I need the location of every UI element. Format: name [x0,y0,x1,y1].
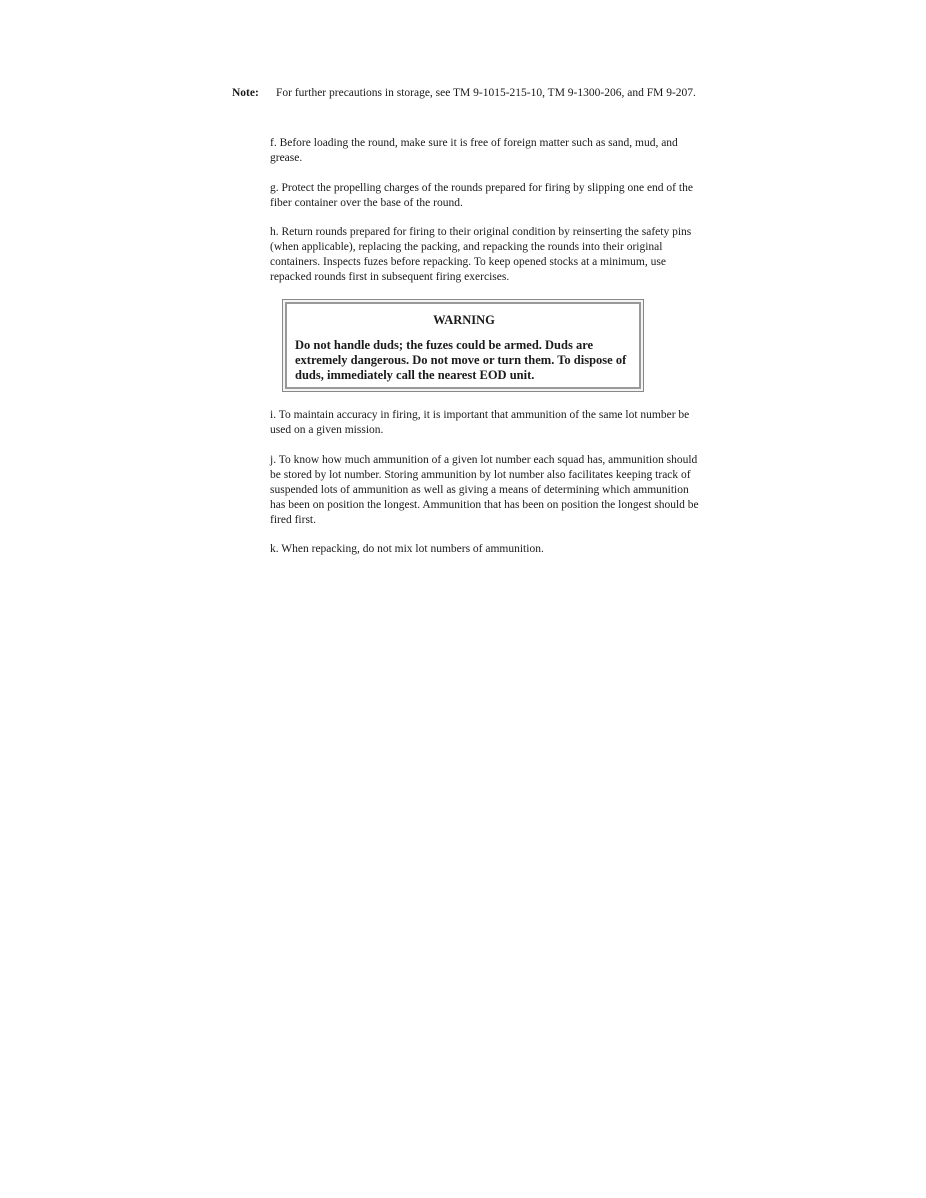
note-text: For further precautions in storage, see TM 9-1015-215-10, TM 9-1300-206, and FM 9-207. [276,87,696,99]
paragraph-f: f. Before loading the round, make sure it is free of foreign matter such as sand, mud, and grease. [270,137,678,164]
note-block [232,86,702,101]
warning-text: Do not handle duds; the fuzes could be armed. Duds are extremely dangerous. Do not move or turn them. To dispose of duds, immediately call the nearest EOD unit. [295,338,627,382]
paragraph-k: k. When repacking, do not mix lot numbers of ammunition. [270,543,544,555]
warning-inner [285,302,641,389]
paragraph-g: g. Protect the propelling charges of the rounds prepared for firing by slipping one end of the fiber container over the base of the round. [270,182,693,209]
warning-box [282,299,644,392]
paragraph-h: h. Return rounds prepared for firing to their original condition by reinserting the safety pins (when applicable), replacing the packing, and repacking the rounds into their original containers. Inspects fuzes before repacking. To keep opened stocks at a minimum, use repacked rounds first in subsequent firing exercises. [270,226,692,283]
warning-title: WARNING [433,313,495,327]
note-label: Note: [232,87,259,99]
paragraph-j: j. To know how much ammunition of a given lot number each squad has, ammunition should be stored by lot number. Storing ammunition by lot number also facilitates keeping track of suspended lots of ammunition as well as giving a means of determining which ammunition has been on position the longest. Ammunition that has been on position the longest should be fired first. [270,454,699,526]
paragraph-i: i. To maintain accuracy in firing, it is important that ammunition of the same lot number be used on a given mission. [270,409,690,436]
